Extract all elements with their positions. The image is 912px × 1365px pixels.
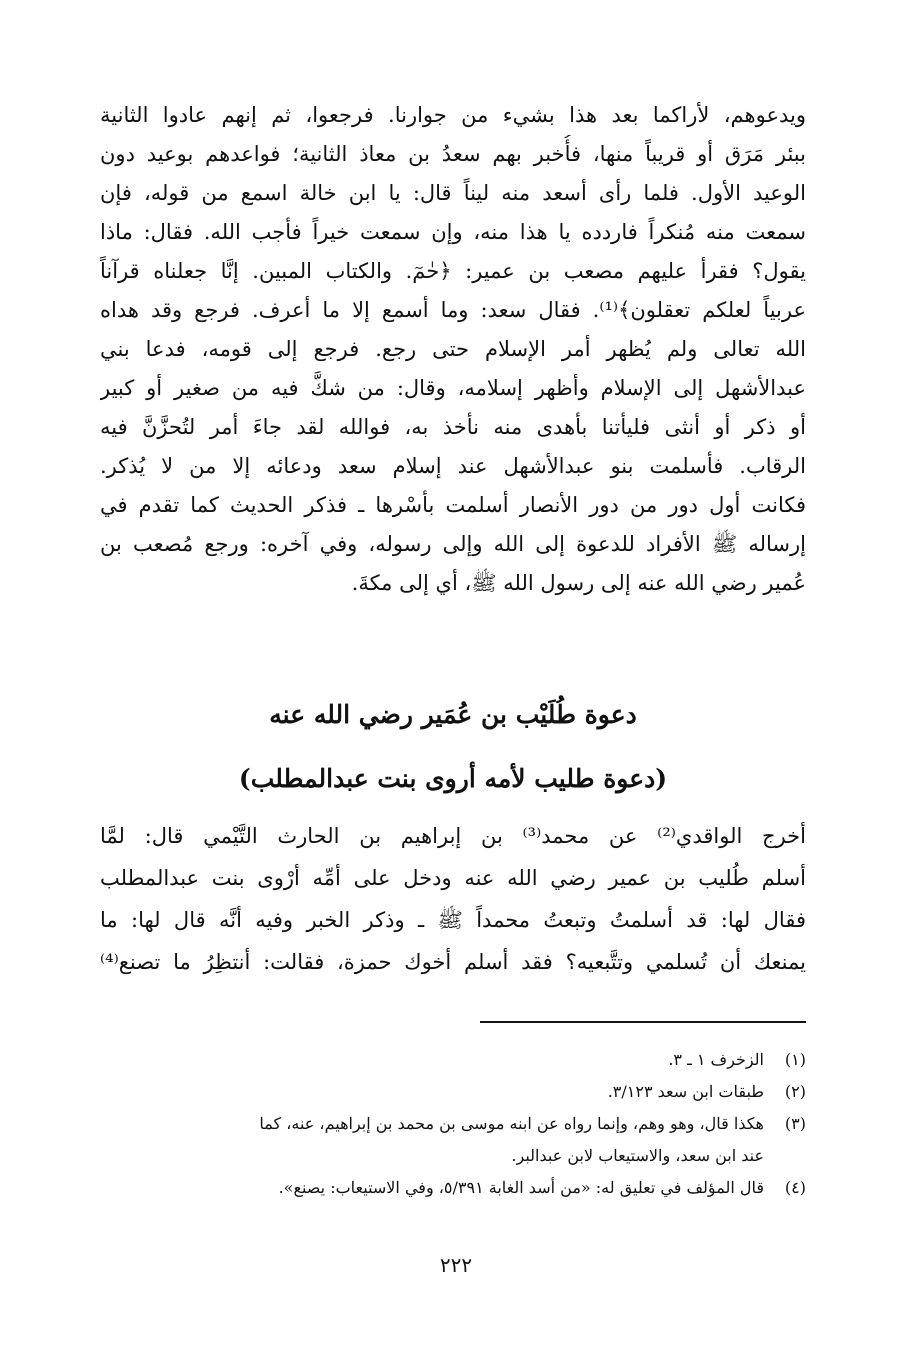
text-line: أسلم طُليب بن عمير رضي الله عنه ودخل على أمِّه أرْوى بنت عبدالمطلب <box>100 866 806 890</box>
text-line: ويدعوهم، لأراكما بعد هذا بشيء من جوارنا. فرجعوا، ثم إنهم عادوا الثانية <box>100 103 806 127</box>
footnote-text <box>100 1172 764 1204</box>
footnote-number: (٢) <box>784 1082 806 1101</box>
footnote-separator <box>480 1021 806 1023</box>
text-line: الوعيد الأول. فلما رأى أسعد منه ليناً قال: يا ابن خالة اسمع من قوله، فإن <box>100 181 806 205</box>
text-line: أو ذكر أو أنثى فليأتنا بأهدى منه نأخذ به، فوالله لقد جاءَ أمر لتُحزَّنَّ فيه <box>100 415 806 439</box>
footnote-text <box>100 1076 764 1108</box>
footnote-line: هكذا قال، وهو وهم، وإنما رواه عن ابنه موسى بن محمد بن إبراهيم، عنه، كما <box>259 1114 764 1133</box>
narration-paragraph <box>100 815 806 983</box>
footnote <box>100 1108 806 1172</box>
footnote-number: (٤) <box>784 1178 806 1197</box>
footnote <box>100 1076 806 1108</box>
text-line: عُمير رضي الله عنه إلى رسول الله ﷺ، أي إلى مكةَ. <box>351 571 806 595</box>
footnote-number: (٣) <box>784 1114 806 1133</box>
text-line: عبدالأشهل إلى الإسلام وأظهر إسلامه، وقال: من شكَّ فيه من صغير أو كبير <box>100 376 806 400</box>
text-line: أخرج الواقدي⁽²⁾ عن محمد⁽³⁾ بن إبراهيم بن الحارث التَّيْمي قال: لمَّا <box>100 824 806 848</box>
body-paragraph <box>100 96 806 603</box>
footnote-line: عند ابن سعد، والاستيعاب لابن عبدالبر. <box>511 1146 764 1165</box>
footnote <box>100 1044 806 1076</box>
text-line: سمعت منه مُنكراً فاردده يا هذا منه، وإن سمعت خيراً فأجب الله. فقال: ماذا <box>100 220 806 244</box>
section-heading: دعوة طُلَيْب بن عُمَير رضي الله عنه <box>269 700 637 729</box>
text-line: عربياً لعلكم تعقلون﴾⁽¹⁾. فقال سعد: وما أسمع إلا ما أعرف. فرجع وقد هداه <box>100 298 806 322</box>
footnote-line: طبقات ابن سعد ٣/١٢٣. <box>607 1082 764 1101</box>
footnote-text <box>100 1044 764 1076</box>
footnote-line: الزخرف ١ ـ ٣. <box>668 1050 764 1069</box>
text-line: فقال لها: قد أسلمتُ وتبعتُ محمداً ﷺ ـ وذكر الخبر وفيه أنَّه قال لها: ما <box>100 908 806 932</box>
footnote-text <box>100 1108 764 1172</box>
page-number: ٢٢٢ <box>439 1253 473 1277</box>
footnotes <box>100 1044 806 1204</box>
text-line: إرساله ﷺ الأفراد للدعوة إلى الله وإلى رسوله، وفي آخره: ورجع مُصعب بن <box>100 532 806 556</box>
footnote-number: (١) <box>784 1050 806 1069</box>
text-line: ببئر مَرَق أو قريباً منها، فأُخبر بهم سعدُ بن معاذ الثانية؛ فواعدهم بوعيد دون <box>100 142 806 166</box>
text-line: الله تعالى ولم يُظهر أمر الإسلام حتى رجع. فرجع إلى قومه، فدعا بني <box>100 337 806 361</box>
text-line: فكانت أول دور من دور الأنصار أسلمت بأسْرها ـ فذكر الحديث كما تقدم في <box>100 493 806 517</box>
footnote <box>100 1172 806 1204</box>
text-line: يقول؟ فقرأ عليهم مصعب بن عمير: ﴿حٰمٓ. والكتاب المبين. إنَّا جعلناه قرآناً <box>100 259 806 283</box>
text-line: الرقاب. فأسلمت بنو عبدالأشهل عند إسلام سعد ودعائه إلا من لا يُذكر. <box>100 454 806 478</box>
subsection-heading: (دعوة طليب لأمه أروى بنت عبدالمطلب) <box>238 764 668 793</box>
text-line: يمنعك أن تُسلمي وتتَّبعيه؟ فقد أسلم أخوك حمزة، فقالت: أنتظِرُ ما تصنع⁽⁴⁾ <box>100 950 806 974</box>
footnote-line: قال المؤلف في تعليق له: «من أسد الغابة ٥/٣٩١، وفي الاستيعاب: يصنع». <box>278 1178 764 1197</box>
